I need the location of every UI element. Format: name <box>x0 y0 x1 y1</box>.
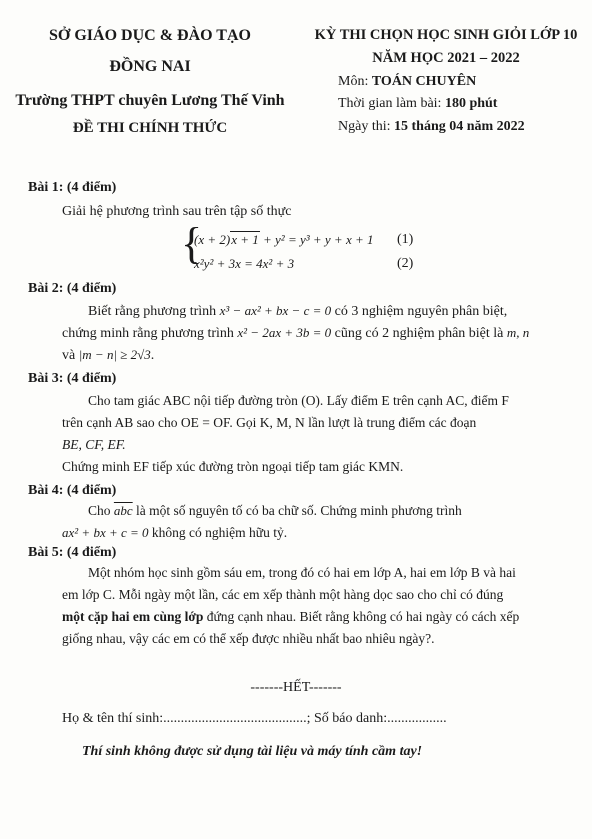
p5-bold-phrase: một cặp hai em cùng lớp <box>62 609 204 624</box>
equation-1-number: (1) <box>397 232 414 247</box>
exam-note: Thí sinh không được sử dụng tài liệu và máy tính cầm tay! <box>82 744 423 759</box>
p4-equation: ax² + bx + c = 0 <box>62 525 149 540</box>
date-value: 15 tháng 04 năm 2022 <box>394 119 525 134</box>
date-label: Ngày thi: <box>338 119 394 134</box>
problem-1-title: Bài 1: (4 điểm) <box>28 180 117 195</box>
problem-3-title: Bài 3: (4 điểm) <box>28 371 117 386</box>
problem-5-line-4: giống nhau, vậy các em có thể xếp được nhiều nhất bao nhiêu ngày?. <box>62 631 435 646</box>
subject-label: Môn: <box>338 74 372 89</box>
problem-3-line-1: Cho tam giác ABC nội tiếp đường tròn (O). Lấy điểm E trên cạnh AC, điểm F <box>88 393 509 408</box>
time-label: Thời gian làm bài: <box>338 96 445 111</box>
official-exam-label: ĐỀ THI CHÍNH THỨC <box>72 120 228 136</box>
problem-3-line-3: BE, CF, EF. <box>62 437 126 452</box>
subject-line <box>338 74 476 90</box>
problem-2-line-2 <box>62 325 529 342</box>
problem-1-text: Giải hệ phương trình sau trên tập số thực <box>62 204 292 219</box>
p4-number-abc: $\overline{abc}$ <box>113 503 133 518</box>
p2-text: Biết rằng phương trình <box>88 304 220 319</box>
p4-text: không có nghiệm hữu tỷ. <box>148 525 288 540</box>
p2-text: chứng minh rằng phương trình <box>62 326 238 341</box>
department-name: SỞ GIÁO DỤC & ĐÀO TẠO <box>49 27 251 44</box>
problem-5-line-1: Một nhóm học sinh gồm sáu em, trong đó có hai em lớp A, hai em lớp B và hai <box>88 565 516 580</box>
problem-2-line-3 <box>62 347 154 364</box>
province-name: ĐỒNG NAI <box>109 58 191 75</box>
problem-2-line-1 <box>88 303 507 320</box>
p2-text: . <box>150 348 155 363</box>
equation-2-number: (2) <box>397 256 414 271</box>
problem-3-line-2: trên cạnh AB sao cho OE = OF. Gọi K, M, N lần lượt là trung điểm các đoạn <box>62 415 477 430</box>
exam-title: KỲ THI CHỌN HỌC SINH GIỎI LỚP 10 <box>314 27 578 43</box>
candidate-info-line: Họ & tên thí sinh:.........................................; Số báo danh:................. <box>62 711 447 726</box>
problem-4-title: Bài 4: (4 điểm) <box>28 483 117 498</box>
problem-4-line-1 <box>88 503 462 519</box>
subject-value: TOÁN CHUYÊN <box>371 74 477 89</box>
p2-inequality: |m − n| ≥ 2√3 <box>78 347 151 362</box>
p2-text: cũng có 2 nghiệm phân biệt là <box>331 326 507 341</box>
school-name: Trường THPT chuyên Lương Thế Vinh <box>15 92 285 109</box>
end-marker: -------HẾT------- <box>250 680 342 695</box>
p2-text: và <box>62 348 79 363</box>
school-year: NĂM HỌC 2021 – 2022 <box>372 50 520 66</box>
p5-text: đứng cạnh nhau. Biết rằng không có hai ngày có cách xếp <box>203 609 520 624</box>
problem-3-line-4: Chứng minh EF tiếp xúc đường tròn ngoại tiếp tam giác KMN. <box>62 459 404 474</box>
p4-text: là một số nguyên tố có ba chữ số. Chứng minh phương trình <box>132 503 462 518</box>
system-brace: { <box>181 219 203 268</box>
time-value: 180 phút <box>444 96 498 111</box>
equation-1: (x + 2)x + 1 + y² = y³ + y + x + 1 <box>194 232 374 247</box>
date-line <box>338 119 525 135</box>
equation-2: x²y² + 3x = 4x² + 3 <box>194 256 295 271</box>
problem-4-line-2 <box>62 525 287 541</box>
p2-variables: m, n <box>506 325 530 340</box>
problem-5-line-3 <box>62 609 519 625</box>
problem-5-line-2: em lớp C. Mỗi ngày một lần, các em xếp thành một hàng dọc sao cho chỉ có đúng <box>62 587 504 602</box>
time-line <box>338 96 497 112</box>
p2-text: có 3 nghiệm nguyên phân biệt, <box>331 304 508 319</box>
problem-2-title: Bài 2: (4 điểm) <box>28 281 117 296</box>
problem-5-title: Bài 5: (4 điểm) <box>28 545 117 560</box>
p2-equation-cubic: x³ − ax² + bx − c = 0 <box>219 303 332 318</box>
p4-text: Cho <box>88 503 114 518</box>
p2-equation-quadratic: x² − 2ax + 3b = 0 <box>237 325 332 340</box>
